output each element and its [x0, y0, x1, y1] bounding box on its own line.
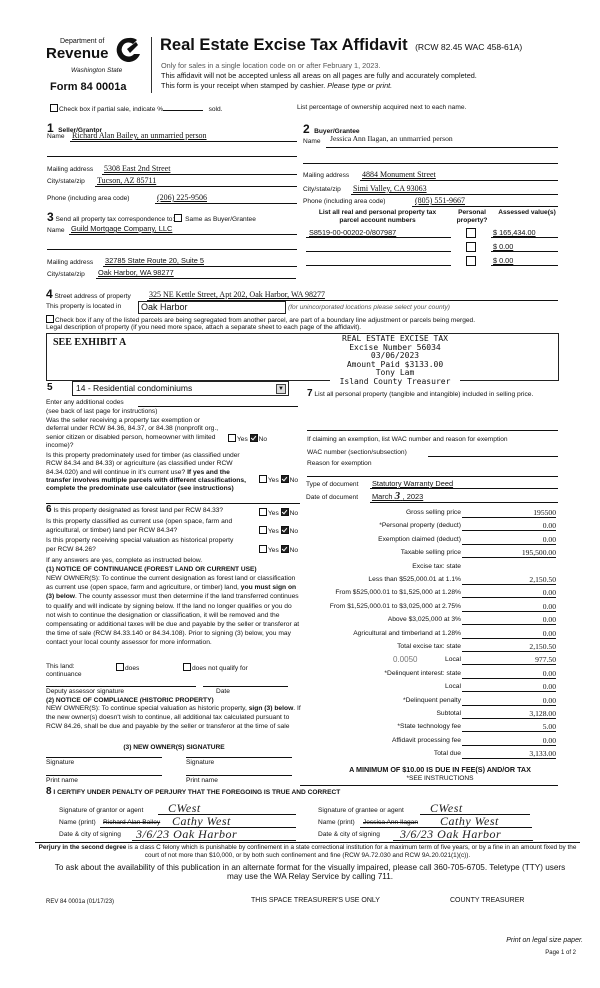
tax-row-value[interactable]: 2,150.50 — [529, 642, 556, 651]
buyer-mailing-field[interactable]: 4884 Monument Street — [362, 170, 436, 179]
tax-row-line — [462, 718, 556, 719]
divider — [35, 842, 580, 843]
tax-row-line — [462, 544, 556, 545]
yes-label: Yes — [268, 528, 279, 535]
yes-checkbox[interactable] — [259, 545, 267, 553]
does-checkbox[interactable] — [116, 663, 124, 671]
tax-row-line — [462, 517, 556, 518]
does-label: does — [125, 665, 140, 672]
personal-header: Personal property? — [456, 209, 488, 224]
grantee-date-field[interactable] — [393, 840, 533, 841]
notice-2-b: . If the new owner(s) doesn't wish to continue, all additional tax calculated pursuant to RCW 84.26, shall be due and payable by the seller or transferor at the time of sale — [46, 705, 301, 731]
correspondence-mailing-label: Mailing address — [47, 259, 94, 266]
section-number: 2 — [303, 122, 310, 136]
seller-mailing-label: Mailing address — [47, 166, 94, 173]
no-label: No — [289, 547, 299, 554]
page-title: Real Estate Excise Tax Affidavit — [160, 36, 408, 54]
parcel-line — [306, 265, 451, 266]
tax-row-label: *Personal property (deduct) — [379, 522, 461, 530]
street-label: Street address of property — [54, 293, 131, 300]
correspondence-mailing-line — [103, 266, 297, 267]
doc-type-field[interactable]: Statutory Warranty Deed — [372, 479, 454, 488]
notice-2-bold: sign (3) below — [248, 705, 294, 712]
partial-sale-row — [50, 104, 223, 114]
doc-date-line — [370, 502, 558, 503]
seller-name-line-2[interactable] — [47, 156, 297, 157]
wac-label: WAC number (section/subsection) — [307, 449, 407, 456]
section-number: 3 — [47, 210, 54, 224]
no-checkbox[interactable] — [281, 545, 289, 553]
owner-print-field-1[interactable] — [46, 775, 162, 776]
buyer-name-line — [326, 147, 558, 148]
additional-codes-label: Enter any additional codes — [46, 399, 124, 406]
correspondence-row — [47, 210, 256, 224]
buyer-mailing-label: Mailing address — [303, 172, 350, 179]
title-row — [160, 36, 522, 55]
tax-row-label: Local — [445, 683, 461, 691]
logo-text-revenue: Revenue — [46, 45, 109, 62]
tax-row-value[interactable]: 0.00 — [542, 615, 556, 625]
tax-row-line — [462, 745, 556, 746]
tax-row-label: From $525,000.01 to $1,525,000 at 1.28% — [335, 589, 461, 597]
doc-date-label: Date of document — [306, 494, 359, 501]
no-checkbox[interactable] — [281, 508, 289, 516]
tax-row-value[interactable]: 3,133.00 — [529, 749, 556, 759]
use-code-value: 14 - Residential condominiums — [76, 383, 193, 393]
tax-row-value[interactable]: 2,150.50 — [529, 575, 556, 584]
notice-1-b: . The county assessor must then determine if the land transferred continues to qualify and will indicate by signing below. If the land no longer qualifies or you do not wish to continue the designation or classification, it will be removed and the compensating or additional taxes will be due and payable by the seller or transferor at the time of sale (RCW 84.33.140 or 84.34.108). Prior to signing (3) below, you may contact your local county assessor for more information. — [46, 593, 300, 647]
grantee-signature: CWest — [430, 801, 463, 815]
tax-row-label: Exemption claimed (deduct) — [378, 535, 461, 543]
tax-row-value[interactable]: 0.00 — [542, 601, 556, 611]
deputy-signature-field[interactable] — [46, 686, 196, 687]
parcel-header: List all real and personal property tax parcel account numbers — [318, 209, 437, 224]
stamp-line: Excise Number 56034 — [349, 342, 441, 352]
tax-row-value[interactable]: 0.00 — [542, 534, 556, 544]
tax-row-line — [462, 638, 556, 639]
seller-mailing-field[interactable]: 5308 East 2nd Street — [104, 164, 171, 173]
exemption-question: Was the seller receiving a property tax exemption or deferral under RCW 84.36, 84.37, or 84.38 (nonprofit org., senior citizen or disabled person, homeowner with limited income)? — [46, 417, 219, 449]
header-line-3-italic: Please type or print. — [327, 81, 393, 90]
tax-row-label: Less than $525,000.01 at 1.1% — [368, 576, 461, 583]
deputy-label: Deputy assessor signature — [46, 688, 125, 695]
correspondence-name-field[interactable]: Guild Mortgage Company, LLC — [71, 224, 173, 233]
doc-type-line — [370, 488, 558, 489]
timber-yes-no — [259, 475, 298, 485]
print-name-label-2: Print name — [186, 777, 218, 784]
certify-statement — [46, 788, 340, 797]
forest-question — [46, 506, 223, 515]
street-label-row — [46, 287, 131, 301]
additional-codes-field[interactable] — [138, 406, 298, 407]
doc-date-field[interactable] — [372, 492, 423, 501]
partial-sale-label: Check box if partial sale, indicate % — [59, 106, 164, 113]
notice-2-title: (2) NOTICE OF COMPLIANCE (HISTORIC PROPERTY) — [46, 697, 214, 704]
section-5-number: 5 — [47, 382, 53, 393]
current-use-question: Is this property classified as current use (open space, farm and agricultural, or timber) land per RCW 84.34? — [46, 518, 233, 534]
grantee-printed-name-struck: Jessica Ann Ilagan — [363, 819, 418, 826]
tax-row-label: *State technology fee — [397, 723, 461, 731]
treasurer-stamp — [330, 335, 460, 387]
seller-city-line — [95, 186, 297, 187]
timber-question-text: Is this property predominately used for timber (as classified under RCW 84.34 and 84.33) or agriculture (as classified under RCW 84.34.020) and will continue in it's current use? — [46, 452, 240, 476]
deputy-date-field[interactable] — [203, 686, 288, 687]
yes-checkbox[interactable] — [259, 526, 267, 534]
personal-property-checkbox[interactable] — [466, 228, 476, 238]
minimum-fee-note: A MINIMUM OF $10.00 IS DUE IN FEE(S) AND/OR TAX — [349, 765, 531, 774]
same-as-buyer-checkbox[interactable] — [174, 214, 182, 222]
tax-row-label: Total due — [433, 750, 461, 758]
logo-text-state: Washington State — [71, 67, 123, 74]
parcel-line — [306, 237, 451, 238]
grantee-date-label: Date & city of signing — [318, 831, 380, 838]
tax-row-label: Excise tax: state — [412, 562, 461, 570]
treasurer-space-label: THIS SPACE TREASURER'S USE ONLY — [251, 897, 380, 904]
personal-property-text: List all personal property (tangible and intangible) included in selling price. — [314, 391, 534, 398]
personal-property-field[interactable] — [307, 430, 558, 431]
tax-row-value[interactable]: 0.00 — [542, 521, 556, 531]
parcel-line — [306, 251, 451, 252]
seller-heading-text: Seller/Grantor — [58, 127, 103, 134]
ownership-note: List percentage of ownership acquired next to each name. — [297, 104, 467, 111]
signature-label-2: Signature — [186, 759, 215, 766]
notice-1-text — [46, 574, 302, 648]
buyer-city-label: City/state/zip — [303, 186, 341, 193]
tax-row-line — [462, 611, 556, 612]
tax-row-label: Affidavit processing fee — [391, 736, 461, 744]
tax-row-line — [462, 664, 556, 665]
doc-type-label: Type of document — [306, 481, 359, 488]
revision-code: REV 84 0001a (01/17/23) — [46, 899, 115, 905]
grantee-print-label: Name (print) — [318, 819, 355, 826]
assessed-line — [491, 265, 558, 266]
divider — [46, 503, 300, 504]
owner-signature-field-2[interactable] — [186, 757, 292, 758]
historical-yes-no — [259, 545, 298, 555]
grantor-print-label: Name (print) — [59, 819, 96, 826]
correspondence-city-field[interactable]: Oak Harbor, WA 98277 — [98, 268, 174, 277]
if-yes-note: If any answers are yes, complete as instructed below. — [46, 557, 203, 564]
buyer-phone-label: Phone (including area code) — [303, 198, 386, 205]
no-label: No — [289, 528, 299, 535]
section-number: 7 — [307, 388, 313, 399]
local-rate: 0.0050 — [393, 655, 418, 665]
tax-row-line — [462, 758, 556, 759]
tax-row-value[interactable]: 195500 — [533, 508, 556, 517]
tax-row-value[interactable]: 0.00 — [542, 668, 556, 678]
buyer-phone-field[interactable]: (805) 551-9667 — [415, 196, 465, 205]
tax-row-value[interactable]: 3,128.00 — [529, 709, 556, 718]
notice-1-bold: you must sign on (3) below — [46, 584, 297, 601]
forest-question-text: Is this property designated as forest land per RCW 84.33? — [53, 507, 224, 514]
signature-label-1: Signature — [46, 759, 75, 766]
tax-row-line — [462, 557, 556, 558]
seller-phone-line — [155, 203, 297, 204]
section-number: 1 — [47, 121, 54, 135]
grantee-date-handwritten: 3/6/23 Oak Harbor — [400, 827, 502, 841]
tax-row-label: From $1,525,000.01 to $3,025,000 at 2.75% — [329, 602, 461, 610]
parcel-number-field[interactable]: S8519-00-00202-0/807987 — [309, 228, 397, 237]
wac-field[interactable] — [428, 456, 558, 457]
tax-row-label: Taxable selling price — [400, 549, 461, 557]
section-number: 8 — [46, 786, 52, 797]
tax-row-value[interactable]: 0.00 — [542, 588, 556, 598]
doc-date-year: , 2023 — [402, 492, 424, 501]
forest-yes-no — [259, 508, 298, 518]
tax-row-label: Agricultural and timberland at 1.28% — [353, 629, 461, 637]
seller-phone-field[interactable]: (206) 225-9506 — [157, 193, 207, 202]
tax-row-value[interactable]: 977.50 — [535, 655, 556, 665]
grantor-signature: CWest — [168, 801, 201, 815]
grantor-print-handwritten: Cathy West — [172, 814, 231, 828]
personal-property-checkbox[interactable] — [466, 256, 476, 266]
assessed-value-field[interactable]: $ 165,434.00 — [493, 228, 536, 237]
correspondence-name-line-2[interactable] — [47, 249, 297, 250]
no-label: No — [289, 510, 299, 517]
personal-property-label — [307, 390, 557, 399]
partial-sale-percent-field[interactable] — [163, 110, 203, 111]
correspondence-city-label: City/state/zip — [47, 271, 85, 278]
buyer-city-line — [351, 194, 558, 195]
no-checkbox[interactable] — [250, 434, 258, 442]
tax-row-line — [462, 597, 556, 598]
grantor-printed-name-struck: Richard Alan Bailey — [103, 819, 161, 826]
stamp-line: Tony Lam — [375, 368, 415, 378]
doc-date-month: March — [372, 492, 393, 501]
exemption-claim-label: If claiming an exemption, list WAC number and reason for exemption — [307, 436, 508, 443]
grantor-date-label: Date & city of signing — [59, 831, 121, 838]
correspondence-city-line — [96, 278, 296, 279]
tax-row-line — [462, 731, 556, 732]
buyer-phone-line — [412, 206, 558, 207]
personal-property-checkbox[interactable] — [466, 242, 476, 252]
correspondence-label: Send all property tax correspondence to: — [55, 216, 175, 223]
owner-print-field-2[interactable] — [186, 775, 292, 776]
see-instructions-note: *SEE INSTRUCTIONS — [406, 775, 474, 782]
seller-city-label: City/state/zip — [47, 178, 85, 185]
grantor-sig-label: Signature of grantor or agent — [59, 807, 144, 814]
tax-row-value[interactable]: 5.00 — [542, 722, 556, 732]
partial-sale-suffix: sold. — [208, 106, 223, 113]
stamp-line: Amount Paid $3133.00 — [346, 359, 444, 369]
located-hint: (for unincorporated locations please select your county) — [288, 304, 451, 311]
stamp-line: Island County Treasurer — [339, 376, 451, 386]
tax-row-label: *Delinquent penalty — [403, 696, 461, 704]
same-as-buyer-label: Same as Buyer/Grantee — [185, 216, 256, 223]
segregated-label: Check box if any of the listed parcels are being segregated from another parcel, are part of a boundary line adjustment or parcels being merged. — [55, 317, 476, 324]
legal-paper-note: Print on legal size paper. — [506, 937, 583, 944]
owner-signature-field-1[interactable] — [46, 757, 162, 758]
does-not-checkbox[interactable] — [183, 663, 191, 671]
seller-city-field[interactable]: Tucson, AZ 85711 — [97, 176, 157, 185]
stamp-line: REAL ESTATE EXCISE TAX — [342, 334, 448, 343]
reason-field[interactable] — [307, 476, 558, 477]
tax-row-label: Gross selling price — [405, 509, 461, 516]
tax-row-value[interactable]: 0.00 — [542, 682, 556, 692]
county-treasurer-label: COUNTY TREASURER — [450, 897, 525, 904]
buyer-name-line-2[interactable] — [303, 163, 558, 164]
does-not-option — [183, 663, 248, 673]
stamp-line: 03/06/2023 — [370, 351, 420, 361]
yes-checkbox[interactable] — [259, 508, 267, 516]
tax-row-value[interactable]: 0.00 — [542, 735, 556, 745]
no-checkbox[interactable] — [281, 526, 289, 534]
this-land-label: This land: — [46, 663, 75, 670]
tax-row-line — [462, 651, 556, 652]
logo-swirl-icon — [116, 36, 142, 64]
tax-row-label: Subtotal — [436, 710, 461, 717]
tax-row-value[interactable]: 0.00 — [542, 628, 556, 638]
seller-phone-label: Phone (including area code) — [47, 195, 130, 202]
notice-2-a: NEW OWNER(S): To continue special valuation as historic property, — [46, 705, 247, 712]
no-checkbox[interactable] — [281, 475, 289, 483]
assessed-value-field[interactable]: $ 0.00 — [493, 256, 514, 265]
notice-2-text — [46, 704, 302, 732]
tax-row-line — [462, 705, 556, 706]
notice-1-a: NEW OWNER(S): To continue the current designation as forest land or classification as current use (open space, farm and agriculture, or timber) land, — [46, 575, 296, 592]
seller-name-field[interactable]: Richard Alan Bailey, an unmarried person — [72, 131, 207, 140]
header-divider — [151, 37, 152, 93]
header-line-2: This affidavit will not be accepted unless all areas on all pages are fully and accurately completed. — [161, 71, 477, 80]
perjury-bold: Perjury in the second degree — [38, 844, 127, 851]
grantor-date-handwritten: 3/6/23 Oak Harbor — [136, 827, 238, 841]
timber-question-bold: If yes and the transfer involves multiple parcels with different classifications, complete the predominate use calculator (see instructions) — [46, 468, 246, 493]
certify-text: I CERTIFY UNDER PENALTY OF PERJURY THAT THE FOREGOING IS TRUE AND CORRECT — [53, 789, 341, 796]
assessed-line — [491, 237, 558, 238]
located-select[interactable]: Oak Harbor — [138, 301, 286, 314]
assessed-header: Assessed value(s) — [498, 209, 556, 216]
no-label: No — [258, 436, 268, 443]
no-label: No — [289, 477, 299, 484]
street-field[interactable]: 325 NE Kettle Street, Apt 202, Oak Harbor, WA 98277 — [149, 290, 325, 299]
divider — [300, 785, 558, 786]
buyer-name-field[interactable]: Jessica Ann Ilagan, an unmarried person — [330, 134, 453, 143]
grantor-date-field[interactable] — [132, 840, 296, 841]
correspondence-name-line — [69, 234, 297, 235]
timber-question — [46, 452, 256, 493]
grantee-print-handwritten: Cathy West — [440, 814, 499, 828]
notice-1-title: (1) NOTICE OF CONTINUANCE (FOREST LAND OR CURRENT USE) — [46, 566, 257, 573]
notice-3-title: (3) NEW OWNER(S) SIGNATURE — [123, 744, 225, 751]
reason-label: Reason for exemption — [307, 460, 372, 467]
title-reference: (RCW 82.45 WAC 458-61A) — [415, 42, 523, 52]
buyer-name-label: Name — [303, 138, 321, 145]
does-option — [116, 663, 139, 673]
assessed-line — [491, 251, 558, 252]
buyer-city-field[interactable]: Simi Valley, CA 93063 — [353, 184, 427, 193]
header-line-3 — [161, 81, 392, 90]
correspondence-mailing-field[interactable]: 32785 State Route 20, Suite 5 — [105, 256, 205, 265]
header-line-1: Only for sales in a single location code on or after February 1, 2023. — [161, 61, 381, 70]
page-number: Page 1 of 2 — [545, 950, 576, 956]
yes-checkbox[interactable] — [259, 475, 267, 483]
perjury-text: is a class C felony which is punishable by confinement in a state correctional institution for a maximum term of five years, or by a fine in an amount fixed by the court of not more than $10,000, or by both such confinement and fine (RCW 9A.72.030 and RCW 9A.20.021(1)(c)). — [126, 844, 577, 859]
see-back-note: (see back of last page for instructions) — [46, 408, 158, 415]
dropdown-arrow-icon[interactable]: ▼ — [276, 384, 286, 394]
alt-format-notice: To ask about the availability of this publication in an alternate format for the visually impaired, please call 360-705-6705. Teletype (TTY) users may use the WA Relay Service by calling 711. — [54, 863, 566, 881]
tax-row-label: Above $3,025,000 at 3% — [387, 616, 461, 624]
print-name-label-1: Print name — [46, 777, 78, 784]
tax-row-line — [462, 691, 556, 692]
tax-row-value[interactable]: 195,500.00 — [521, 548, 556, 558]
continuance-label: continuance — [46, 671, 82, 678]
use-code-select[interactable] — [72, 381, 289, 396]
seller-name-label: Name — [47, 133, 65, 140]
tax-row-line — [462, 530, 556, 531]
legal-label: Legal description of property (if you need more space, attach a separate sheet to each page of the affidavit). — [46, 324, 362, 331]
yes-label: Yes — [268, 510, 279, 517]
yes-checkbox[interactable] — [228, 434, 236, 442]
section-number: 4 — [46, 287, 53, 301]
tax-row-label: *Delinquent interest: state — [384, 669, 461, 677]
grantee-sig-label: Signature of grantee or agent — [318, 807, 404, 814]
seller-mailing-line — [102, 174, 297, 175]
header-line-3-text: This form is your receipt when stamped by cashier. — [161, 81, 326, 90]
tax-row-label: Total excise tax: state — [397, 643, 461, 650]
deputy-date-label: Date — [216, 688, 230, 695]
tax-row-line — [462, 584, 556, 585]
historical-question: Is this property receiving special valuation as historical property per RCW 84.26? — [46, 537, 234, 553]
exemption-yes-no — [228, 434, 267, 444]
does-not-label: does not qualify for — [192, 665, 248, 672]
yes-label: Yes — [237, 436, 248, 443]
seller-name-line — [70, 141, 297, 142]
yes-label: Yes — [268, 477, 279, 484]
yes-label: Yes — [268, 547, 279, 554]
partial-sale-checkbox[interactable] — [50, 104, 58, 112]
tax-row-line — [462, 624, 556, 625]
tax-row-line — [462, 678, 556, 679]
legal-description-value: SEE EXHIBIT A — [53, 337, 127, 348]
located-label: This property is located in — [46, 303, 122, 310]
correspondence-name-label: Name — [47, 227, 65, 234]
section-number: 6 — [46, 504, 52, 515]
tax-row-label: Local — [445, 656, 461, 664]
segregated-checkbox[interactable] — [46, 315, 54, 323]
form-number: Form 84 0001a — [50, 81, 127, 93]
current-use-yes-no — [259, 526, 298, 536]
buyer-heading-text: Buyer/Grantee — [314, 128, 360, 135]
perjury-notice — [35, 844, 580, 859]
logo-text-dept: Department of — [60, 38, 105, 45]
doc-date-day-handwritten: 3 — [394, 490, 401, 502]
tax-row-value[interactable]: 0.00 — [542, 695, 556, 705]
assessed-value-field[interactable]: $ 0.00 — [493, 242, 514, 251]
buyer-mailing-line — [360, 180, 558, 181]
